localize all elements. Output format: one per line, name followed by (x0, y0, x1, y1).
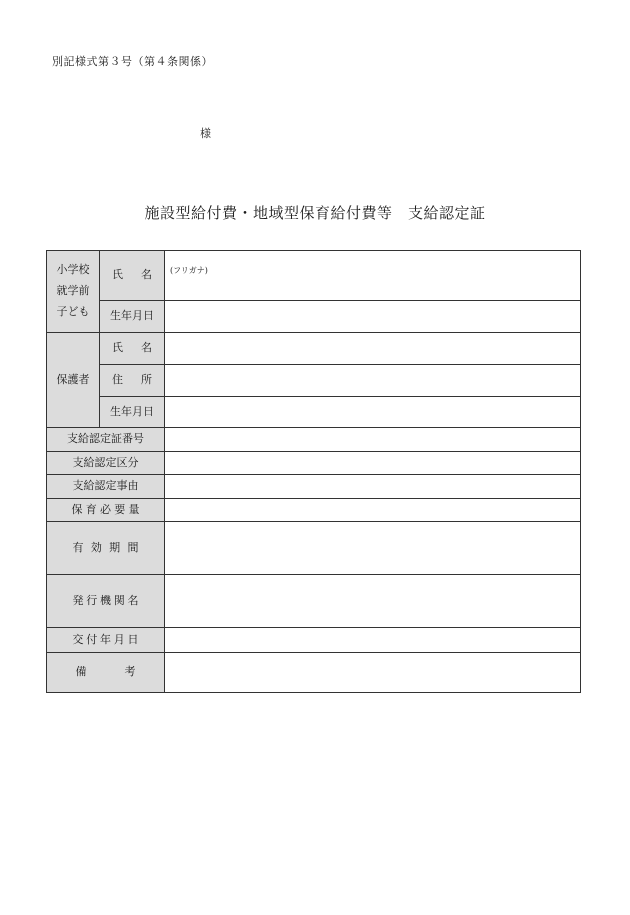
guardian-name-row (47, 333, 581, 365)
validity-period-row (47, 522, 581, 575)
issue-date-row (47, 628, 581, 653)
validity-period-field[interactable] (165, 522, 581, 575)
guardian-address-label: 住所 (112, 373, 152, 387)
remarks-label: 備考 (75, 665, 136, 679)
issue-date-label: 交付年月日 (72, 632, 139, 646)
remarks-label-cell (47, 653, 165, 693)
guardian-group-label: 保護者 (56, 372, 90, 386)
certificate-number-label-cell (47, 428, 165, 452)
child-birthdate-label-cell (100, 301, 165, 333)
certification-reason-label: 支給認定事由 (72, 479, 139, 493)
validity-period-label-cell (47, 522, 165, 575)
guardian-address-label-cell (100, 365, 165, 397)
child-group-label-line1: 小学校 (56, 263, 90, 277)
guardian-name-field[interactable] (165, 333, 581, 365)
certificate-table (46, 250, 581, 693)
childcare-required-amount-label: 保育必要量 (71, 502, 140, 516)
certification-category-field[interactable] (165, 452, 581, 475)
child-group-label-line3: 子ども (56, 304, 90, 318)
addressee-honorific: 様 (200, 127, 211, 140)
certificate-number-field[interactable] (165, 428, 581, 452)
child-group-label (47, 251, 100, 333)
certification-reason-row (47, 475, 581, 499)
certificate-number-row (47, 428, 581, 452)
certificate-number-label: 支給認定証番号 (67, 432, 144, 446)
certification-category-label: 支給認定区分 (72, 455, 139, 469)
issuing-agency-field[interactable] (165, 575, 581, 628)
guardian-birthdate-label-cell (100, 397, 165, 428)
remarks-row (47, 653, 581, 693)
furigana-label: (フリガナ) (170, 266, 208, 275)
certification-reason-label-cell (47, 475, 165, 499)
certification-category-label-cell (47, 452, 165, 475)
remarks-field[interactable] (165, 653, 581, 693)
child-name-label-cell (100, 251, 165, 301)
guardian-address-field[interactable] (165, 365, 581, 397)
certification-reason-field[interactable] (165, 475, 581, 499)
child-birthdate-field[interactable] (165, 301, 581, 333)
child-birthdate-row (47, 301, 581, 333)
guardian-name-label: 氏名 (112, 341, 152, 355)
guardian-birthdate-label: 生年月日 (110, 404, 154, 418)
issue-date-field[interactable] (165, 628, 581, 653)
document-title: 施設型給付費・地域型保育給付費等 支給認定証 (144, 204, 486, 222)
guardian-birthdate-field[interactable] (165, 397, 581, 428)
guardian-group-label-cell (47, 333, 100, 428)
issuing-agency-label: 発行機関名 (72, 593, 139, 607)
guardian-birthdate-row (47, 397, 581, 428)
validity-period-label: 有効期間 (72, 540, 139, 554)
child-birthdate-label: 生年月日 (110, 309, 154, 323)
child-name-field[interactable] (165, 251, 581, 301)
issuing-agency-row (47, 575, 581, 628)
childcare-required-amount-label-cell (47, 499, 165, 522)
child-group-label-line2: 就学前 (56, 284, 90, 298)
child-name-row (47, 251, 581, 301)
child-name-label: 氏名 (112, 268, 152, 282)
guardian-name-label-cell (100, 333, 165, 365)
childcare-required-amount-row (47, 499, 581, 522)
issue-date-label-cell (47, 628, 165, 653)
issuing-agency-label-cell (47, 575, 165, 628)
form-number: 別記様式第３号（第４条関係） (52, 55, 213, 68)
childcare-required-amount-field[interactable] (165, 499, 581, 522)
certification-category-row (47, 452, 581, 475)
guardian-address-row (47, 365, 581, 397)
